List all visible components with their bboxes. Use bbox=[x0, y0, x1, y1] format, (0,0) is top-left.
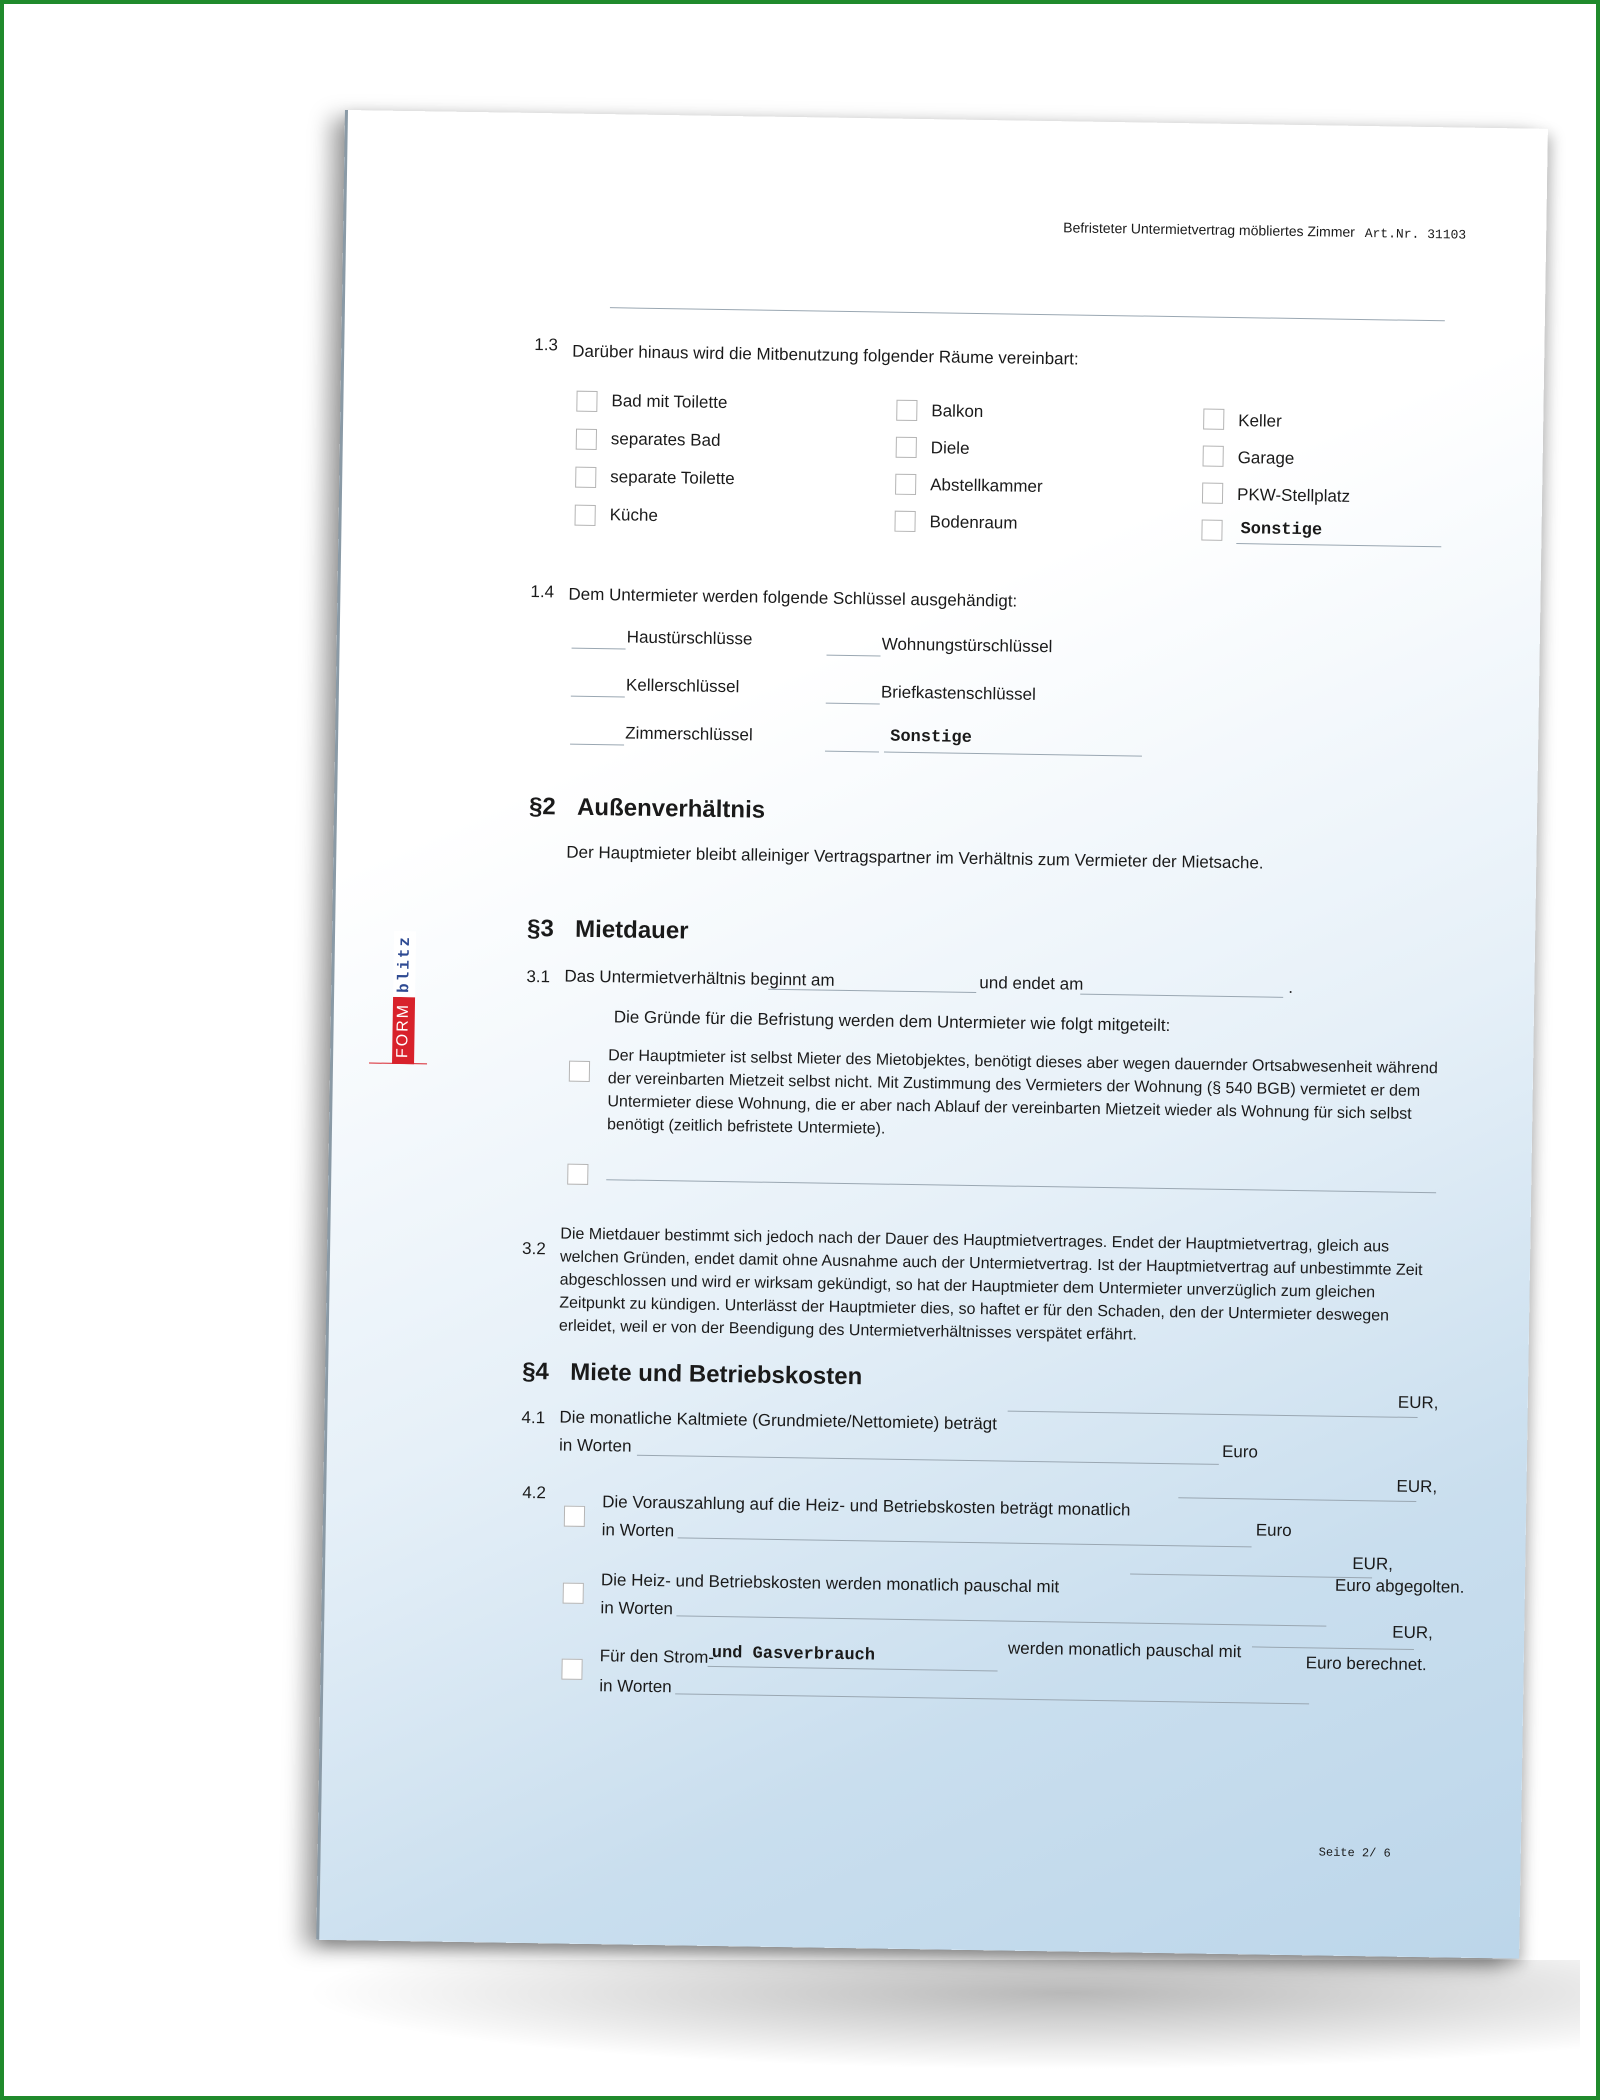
section-title: Miete und Betriebskosten bbox=[569, 1358, 863, 1391]
room-label: Diele bbox=[930, 438, 970, 458]
section-title: Mietdauer bbox=[574, 915, 689, 945]
clause-text: Die monatliche Kaltmiete (Grundmiete/Nettomiete) beträgt bbox=[559, 1407, 998, 1434]
strom-amount-field[interactable] bbox=[1252, 1646, 1414, 1650]
currency-label: EUR, bbox=[1352, 1554, 1394, 1574]
clause-number: 1.4 bbox=[530, 581, 555, 602]
key-count-line[interactable] bbox=[572, 648, 626, 650]
logo-blitz: blitz bbox=[393, 931, 416, 997]
rent-in-words-field[interactable] bbox=[637, 1455, 1219, 1465]
checkbox-bodenraum[interactable] bbox=[894, 511, 915, 532]
clause-text: Darüber hinaus wird die Mitbenutzung folgender Räume vereinbart: bbox=[572, 341, 1079, 369]
pauschal-in-words-field[interactable] bbox=[676, 1615, 1326, 1626]
document-header bbox=[1063, 219, 1466, 242]
checkbox-garage[interactable] bbox=[1203, 446, 1224, 467]
key-count-line[interactable] bbox=[570, 744, 624, 746]
checkbox-strom-gas[interactable] bbox=[561, 1659, 582, 1680]
in-words-label: in Worten bbox=[599, 1676, 672, 1697]
key-label: Haustürschlüsse bbox=[626, 627, 753, 649]
checkbox-balkon[interactable] bbox=[896, 400, 917, 421]
section-heading bbox=[522, 1358, 862, 1391]
checkbox-bad-mit-toilette[interactable] bbox=[576, 391, 597, 412]
section-number: §4 bbox=[521, 1357, 550, 1386]
room-label: Bodenraum bbox=[929, 512, 1018, 533]
checkbox-abstellkammer[interactable] bbox=[895, 474, 916, 495]
checkbox-separates-bad[interactable] bbox=[576, 429, 597, 450]
room-label: PKW-Stellplatz bbox=[1236, 485, 1351, 506]
clause-number: 3.2 bbox=[521, 1238, 546, 1259]
document-page bbox=[316, 110, 1548, 1959]
page-shadow bbox=[300, 1960, 1580, 2070]
rent-amount-field[interactable] bbox=[1008, 1411, 1418, 1418]
room-label: Garage bbox=[1237, 448, 1295, 468]
section-title: Außenverhältnis bbox=[576, 793, 766, 824]
in-words-label: in Worten bbox=[558, 1435, 632, 1456]
section-number: §3 bbox=[526, 914, 555, 943]
clause-number: 1.3 bbox=[534, 335, 559, 355]
currency-label: Euro abgegolten. bbox=[1334, 1575, 1465, 1597]
in-words-label: in Worten bbox=[601, 1520, 675, 1541]
key-label: Kellerschlüssel bbox=[625, 675, 740, 697]
checkbox-pauschal[interactable] bbox=[563, 1583, 584, 1604]
checkbox-diele[interactable] bbox=[896, 437, 917, 458]
section-heading bbox=[529, 793, 765, 825]
blank-line[interactable] bbox=[610, 307, 1445, 321]
clause-text: und endet am bbox=[979, 973, 1084, 994]
document-page-wrapper bbox=[316, 110, 1545, 1959]
clause-number: 4.1 bbox=[521, 1407, 546, 1428]
room-label: Balkon bbox=[931, 401, 984, 422]
strom-gas-field[interactable]: und Gasverbrauch bbox=[711, 1643, 876, 1666]
key-label: Wohnungstürschlüssel bbox=[881, 634, 1053, 657]
section-number: §2 bbox=[528, 792, 556, 821]
strom-in-words-field[interactable] bbox=[675, 1693, 1309, 1704]
key-label: Briefkastenschlüssel bbox=[880, 682, 1037, 704]
clause-text: Die Heiz- und Betriebskosten werden monatlich pauschal mit bbox=[600, 1570, 1060, 1597]
in-words-label: in Worten bbox=[600, 1598, 674, 1619]
vorauszahlung-in-words-field[interactable] bbox=[678, 1537, 1252, 1547]
room-label: Abstellkammer bbox=[930, 475, 1043, 497]
checkbox-vorauszahlung[interactable] bbox=[564, 1506, 585, 1527]
currency-label: EUR, bbox=[1396, 1476, 1438, 1497]
clause-paragraph: Die Mietdauer bestimmt sich jedoch nach der Dauer des Hauptmietvertrages. Endet der Hauptmietvertrag, gleich aus welchen Gründen, endet damit ohne Ausnahme auch der Untermietvertrag. Ist der Hauptmietvertrag auf unbestimmte Zeit abgeschlossen und wird er wirksam gekündigt, so hat der Hauptmieter dem Untermieter unverzüglich zum gleichen Zeitpunkt zu kündigen. Unterlässt der Hauptmieter dies, so haftet er für den Schaden, den der Untermieter deswegen erleidet, weil er von der Beendigung des Untermietverhältnisses verspätet erfährt. bbox=[558, 1225, 1423, 1344]
clause-text: Das Untermietverhältnis beginnt am bbox=[564, 966, 835, 990]
sonstige-raum-line[interactable] bbox=[1236, 543, 1441, 547]
logo-form: FORM bbox=[392, 997, 415, 1064]
clause-text: Die Gründe für die Befristung werden dem Untermieter wie folgt mitgeteilt: bbox=[613, 1007, 1171, 1036]
sonstige-key-line[interactable] bbox=[884, 752, 1142, 757]
room-label: separates Bad bbox=[610, 429, 721, 450]
key-count-line[interactable] bbox=[825, 751, 879, 753]
clause-text: . bbox=[1288, 977, 1294, 997]
clause-text: Dem Untermieter werden folgende Schlüssel ausgehändigt: bbox=[568, 584, 1018, 611]
page-number: Seite 2/ 6 bbox=[1318, 1845, 1391, 1861]
document-title: Befristeter Untermietvertrag möbliertes Zimmer bbox=[1063, 219, 1356, 240]
room-label: Küche bbox=[609, 505, 659, 525]
currency-label: Euro berechnet. bbox=[1305, 1653, 1427, 1675]
section-text: Der Hauptmieter bleibt alleiniger Vertragspartner im Verhältnis zum Vermieter der Mietsache. bbox=[566, 842, 1264, 873]
other-reason-line[interactable] bbox=[606, 1179, 1436, 1193]
checkbox-kueche[interactable] bbox=[574, 505, 595, 526]
checkbox-pkw-stellplatz[interactable] bbox=[1202, 483, 1223, 504]
room-label: separate Toilette bbox=[610, 467, 735, 489]
strom-gas-line[interactable] bbox=[708, 1666, 998, 1672]
end-date-field[interactable] bbox=[1080, 994, 1283, 998]
currency-label: Euro bbox=[1221, 1441, 1259, 1462]
formblitz-logo bbox=[392, 894, 417, 1064]
clause-number: 3.1 bbox=[526, 966, 551, 987]
checkbox-keller[interactable] bbox=[1203, 409, 1224, 430]
checkbox-befristung-grund-2[interactable] bbox=[567, 1164, 588, 1185]
vorauszahlung-amount-field[interactable] bbox=[1178, 1497, 1416, 1502]
article-number: Art.Nr. 31103 bbox=[1364, 226, 1467, 243]
currency-label: EUR, bbox=[1397, 1392, 1439, 1413]
key-count-line[interactable] bbox=[571, 696, 625, 698]
clause-text: werden monatlich pauschal mit bbox=[1007, 1638, 1242, 1662]
start-date-field[interactable] bbox=[768, 989, 976, 993]
clause-text: Für den Strom- bbox=[599, 1646, 715, 1667]
checkbox-sonstige-raum[interactable] bbox=[1201, 520, 1222, 541]
sonstige-key-field[interactable]: Sonstige bbox=[890, 727, 972, 748]
key-count-line[interactable] bbox=[826, 655, 880, 657]
key-count-line[interactable] bbox=[826, 703, 880, 705]
clause-number: 4.2 bbox=[522, 1482, 547, 1503]
reason-paragraph: Der Hauptmieter ist selbst Mieter des Mietobjektes, benötigt dieses aber wegen dauernder Ortsabwesenheit während der vereinbarten Mietzeit selbst nicht. Mit Zustimmung des Vermieters der Wohnung (§ 540 BGB) vermietet er dem Untermieter diese Wohnung, die er aber nach Ablauf der vereinbarten Mietzeit wieder als Wohnung für sich selbst benötigt (zeitlich befristete Untermiete). bbox=[606, 1047, 1438, 1138]
key-label: Zimmerschlüssel bbox=[625, 723, 753, 745]
checkbox-separate-toilette[interactable] bbox=[575, 467, 596, 488]
room-label: Bad mit Toilette bbox=[611, 391, 728, 413]
checkbox-befristung-grund-1[interactable] bbox=[569, 1061, 590, 1082]
currency-label: EUR, bbox=[1392, 1622, 1433, 1643]
sonstige-raum-field[interactable]: Sonstige bbox=[1240, 520, 1323, 541]
room-label: Keller bbox=[1238, 411, 1282, 431]
currency-label: Euro bbox=[1255, 1520, 1292, 1541]
clause-text: Die Vorauszahlung auf die Heiz- und Betriebskosten beträgt monatlich bbox=[602, 1492, 1131, 1520]
section-heading bbox=[527, 915, 689, 946]
